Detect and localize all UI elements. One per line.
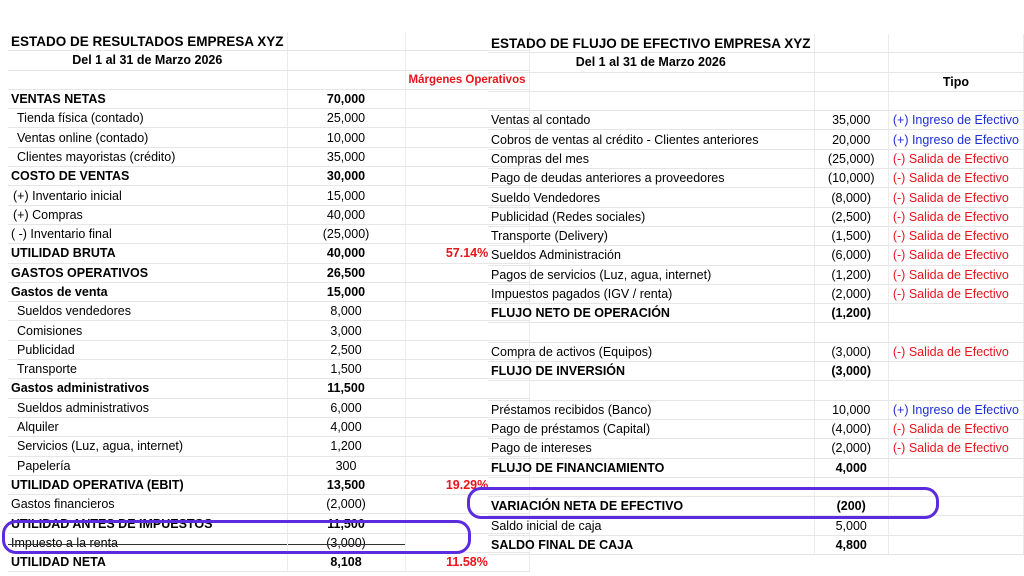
income-row-value: 1,500 <box>287 360 405 379</box>
cash-flow-row-value: (4,000) <box>814 419 888 438</box>
cash-flow-row-label: Pago de deudas anteriores a proveedores <box>488 169 814 188</box>
cash-flow-sheet <box>488 34 1024 555</box>
cash-flow-row-tipo: (-) Salida de Efectivo <box>888 284 1023 303</box>
cash-flow-row-tipo: (-) Salida de Efectivo <box>888 439 1023 458</box>
cash-flow-row-value: (2,500) <box>814 207 888 226</box>
utilidad-neta-highlight <box>2 520 471 554</box>
cash-flow-row-value: 20,000 <box>814 130 888 149</box>
cash-flow-row-label: VARIACIÓN NETA DE EFECTIVO <box>488 497 814 516</box>
cash-flow-title: ESTADO DE FLUJO DE EFECTIVO EMPRESA XYZ <box>488 34 814 53</box>
income-row <box>8 128 529 147</box>
income-row-value: 15,000 <box>287 282 405 301</box>
cash-flow-row-tipo: (+) Ingreso de Efectivo <box>888 111 1023 130</box>
cash-flow-row-label: SALDO FINAL DE CAJA <box>488 535 814 554</box>
income-statement-period: Del 1 al 31 de Marzo 2026 <box>8 51 287 70</box>
cash-flow-row-label: FLUJO DE INVERSIÓN <box>488 362 814 381</box>
cash-flow-row-tipo: (-) Salida de Efectivo <box>888 265 1023 284</box>
cash-flow-row <box>488 207 1024 226</box>
cash-flow-row-value <box>814 323 888 342</box>
cash-flow-row-tipo: (-) Salida de Efectivo <box>888 188 1023 207</box>
cash-flow-row-value: 5,000 <box>814 516 888 535</box>
income-row-label: UTILIDAD BRUTA <box>8 244 287 263</box>
income-row <box>8 360 529 379</box>
income-row-value: 11,500 <box>287 379 405 398</box>
cash-flow-row-tipo <box>888 458 1023 477</box>
cash-flow-row-label: Pagos de servicios (Luz, agua, internet) <box>488 265 814 284</box>
income-row-label: ( -) Inventario final <box>8 224 287 243</box>
cash-flow-row-label <box>488 323 814 342</box>
cash-flow-row-tipo: (-) Salida de Efectivo <box>888 169 1023 188</box>
income-row-margin: 11.58% <box>405 553 529 572</box>
income-row-value: 40,000 <box>287 244 405 263</box>
income-row <box>8 379 529 398</box>
income-row-value: 11,500 <box>287 514 405 533</box>
cash-flow-row-value: (1,500) <box>814 226 888 245</box>
cash-flow-row-label: Compra de activos (Equipos) <box>488 342 814 361</box>
cash-flow-row <box>488 188 1024 207</box>
income-row <box>8 495 529 514</box>
income-statement-table <box>8 32 530 572</box>
cash-flow-row-label: Préstamos recibidos (Banco) <box>488 400 814 419</box>
cash-flow-row-tipo <box>888 323 1023 342</box>
income-row <box>8 186 529 205</box>
income-row <box>8 244 529 263</box>
cash-flow-row-value: (3,000) <box>814 362 888 381</box>
cash-flow-row <box>488 323 1024 342</box>
cash-flow-row-tipo <box>888 304 1023 323</box>
income-row-label: Transporte <box>8 360 287 379</box>
income-row <box>8 321 529 340</box>
cash-flow-row <box>488 226 1024 245</box>
cash-flow-row-label: Sueldos Administración <box>488 246 814 265</box>
cash-flow-row-value <box>814 381 888 400</box>
income-row-label: UTILIDAD NETA <box>8 553 287 572</box>
income-row <box>8 282 529 301</box>
income-row-label: Publicidad <box>8 340 287 359</box>
income-row-label: (+) Inventario inicial <box>8 186 287 205</box>
cash-flow-row-tipo <box>888 381 1023 400</box>
income-row <box>8 205 529 224</box>
cash-flow-row-label: Cobros de ventas al crédito - Clientes anteriores <box>488 130 814 149</box>
income-row-label: Papelería <box>8 456 287 475</box>
cash-flow-row <box>488 304 1024 323</box>
cash-flow-row-label: Impuestos pagados (IGV / renta) <box>488 284 814 303</box>
cash-flow-row-label: Publicidad (Redes sociales) <box>488 207 814 226</box>
income-row-value: 6,000 <box>287 398 405 417</box>
income-row <box>8 553 529 572</box>
cash-flow-row <box>488 111 1024 130</box>
cash-flow-row-tipo <box>888 362 1023 381</box>
income-row <box>8 437 529 456</box>
cash-flow-row-value: (2,000) <box>814 284 888 303</box>
cash-flow-row-value: (25,000) <box>814 149 888 168</box>
cash-flow-row-label: FLUJO DE FINANCIAMIENTO <box>488 458 814 477</box>
cash-flow-row <box>488 284 1024 303</box>
income-row-label: GASTOS OPERATIVOS <box>8 263 287 282</box>
cash-flow-row-value: (1,200) <box>814 265 888 284</box>
cash-flow-row <box>488 535 1024 554</box>
cash-flow-row-tipo <box>888 91 1023 110</box>
cash-flow-row-tipo: (-) Salida de Efectivo <box>888 419 1023 438</box>
cash-flow-row-label: Pago de intereses <box>488 439 814 458</box>
income-row-label: (+) Compras <box>8 205 287 224</box>
cash-flow-row-label: Sueldo Vendedores <box>488 188 814 207</box>
margins-header: Márgenes Operativos <box>405 70 529 89</box>
cash-flow-row-tipo: (+) Ingreso de Efectivo <box>888 400 1023 419</box>
cash-flow-row <box>488 265 1024 284</box>
cash-flow-row-label: Ventas al contado <box>488 111 814 130</box>
cash-flow-row <box>488 439 1024 458</box>
cash-flow-row <box>488 246 1024 265</box>
cash-flow-row-tipo: (-) Salida de Efectivo <box>888 342 1023 361</box>
income-row-label: COSTO DE VENTAS <box>8 167 287 186</box>
cash-flow-row <box>488 169 1024 188</box>
income-row-label: VENTAS NETAS <box>8 89 287 108</box>
income-row-label: Gastos de venta <box>8 282 287 301</box>
cash-flow-row <box>488 419 1024 438</box>
cash-flow-row <box>488 342 1024 361</box>
income-row-label: UTILIDAD ANTES DE IMPUESTOS <box>8 514 287 533</box>
cash-flow-table <box>488 34 1024 555</box>
income-row <box>8 147 529 166</box>
income-row-margin: 19.29% <box>405 475 529 494</box>
cash-flow-row-tipo: (-) Salida de Efectivo <box>888 246 1023 265</box>
income-row <box>8 417 529 436</box>
income-row <box>8 224 529 243</box>
income-row-value: 300 <box>287 456 405 475</box>
cash-flow-row-label: Saldo inicial de caja <box>488 516 814 535</box>
cash-flow-row-value: 35,000 <box>814 111 888 130</box>
income-row-label: Impuesto a la renta <box>8 533 287 552</box>
income-row-value: 15,000 <box>287 186 405 205</box>
income-row-value: 30,000 <box>287 167 405 186</box>
cash-flow-row-label: Transporte (Delivery) <box>488 226 814 245</box>
income-statement-title: ESTADO DE RESULTADOS EMPRESA XYZ <box>8 32 287 51</box>
cash-flow-row-value: (6,000) <box>814 246 888 265</box>
income-row <box>8 475 529 494</box>
income-row-label: Ventas online (contado) <box>8 128 287 147</box>
income-row-value: (25,000) <box>287 224 405 243</box>
cash-flow-row-value: 4,000 <box>814 458 888 477</box>
income-row <box>8 302 529 321</box>
income-row <box>8 89 529 108</box>
income-row-value: 26,500 <box>287 263 405 282</box>
income-row-value: 8,108 <box>287 553 405 572</box>
income-row-value: 35,000 <box>287 147 405 166</box>
cash-flow-row-label: Compras del mes <box>488 149 814 168</box>
income-row-value: 8,000 <box>287 302 405 321</box>
cash-flow-row <box>488 130 1024 149</box>
cash-flow-row-tipo <box>888 535 1023 554</box>
cash-flow-row <box>488 400 1024 419</box>
income-row <box>8 398 529 417</box>
income-row-value: (3,000) <box>287 533 405 552</box>
cash-flow-row-value <box>814 91 888 110</box>
income-row-value: 25,000 <box>287 109 405 128</box>
tipo-header: Tipo <box>888 72 1023 91</box>
income-row <box>8 167 529 186</box>
income-row-label: Gastos administrativos <box>8 379 287 398</box>
income-row-label: Alquiler <box>8 417 287 436</box>
income-row-value: 3,000 <box>287 321 405 340</box>
cash-flow-row-label: Pago de préstamos (Capital) <box>488 419 814 438</box>
income-row-value: 2,500 <box>287 340 405 359</box>
income-row-label: Comisiones <box>8 321 287 340</box>
income-row-margin: 57.14% <box>405 244 529 263</box>
income-row-label: UTILIDAD OPERATIVA (EBIT) <box>8 475 287 494</box>
cash-flow-row-label: FLUJO NETO DE OPERACIÓN <box>488 304 814 323</box>
income-row <box>8 456 529 475</box>
cash-flow-row-tipo: (-) Salida de Efectivo <box>888 226 1023 245</box>
cash-flow-row <box>488 362 1024 381</box>
income-row-value: 13,500 <box>287 475 405 494</box>
income-row-label: Tienda física (contado) <box>8 109 287 128</box>
income-row-label: Sueldos administrativos <box>8 398 287 417</box>
cash-flow-row <box>488 381 1024 400</box>
cash-flow-row <box>488 91 1024 110</box>
cash-flow-row-tipo: (-) Salida de Efectivo <box>888 207 1023 226</box>
income-row <box>8 109 529 128</box>
cash-flow-row-value: (10,000) <box>814 169 888 188</box>
cash-flow-row-value: 10,000 <box>814 400 888 419</box>
cash-flow-row-value: (200) <box>814 497 888 516</box>
income-row-value: 1,200 <box>287 437 405 456</box>
cash-flow-row-value: (3,000) <box>814 342 888 361</box>
cash-flow-row-label <box>488 91 814 110</box>
cash-flow-row <box>488 458 1024 477</box>
variacion-neta-highlight <box>467 487 939 519</box>
cash-flow-row-value: (8,000) <box>814 188 888 207</box>
income-row-value: (2,000) <box>287 495 405 514</box>
cash-flow-period: Del 1 al 31 de Marzo 2026 <box>488 53 814 72</box>
cash-flow-row-tipo: (+) Ingreso de Efectivo <box>888 130 1023 149</box>
cash-flow-row <box>488 149 1024 168</box>
income-row-label: Sueldos vendedores <box>8 302 287 321</box>
cash-flow-row-value: (2,000) <box>814 439 888 458</box>
income-row-value: 40,000 <box>287 205 405 224</box>
income-row-label: Clientes mayoristas (crédito) <box>8 147 287 166</box>
income-row-label: Servicios (Luz, agua, internet) <box>8 437 287 456</box>
income-row-label: Gastos financieros <box>8 495 287 514</box>
income-row-value: 10,000 <box>287 128 405 147</box>
income-row <box>8 340 529 359</box>
cash-flow-row-tipo: (-) Salida de Efectivo <box>888 149 1023 168</box>
cash-flow-row-label <box>488 381 814 400</box>
income-row-value: 4,000 <box>287 417 405 436</box>
cash-flow-row-value: (1,200) <box>814 304 888 323</box>
income-row <box>8 263 529 282</box>
income-row-value: 70,000 <box>287 89 405 108</box>
cash-flow-row-value: 4,800 <box>814 535 888 554</box>
income-statement-sheet <box>8 32 530 572</box>
